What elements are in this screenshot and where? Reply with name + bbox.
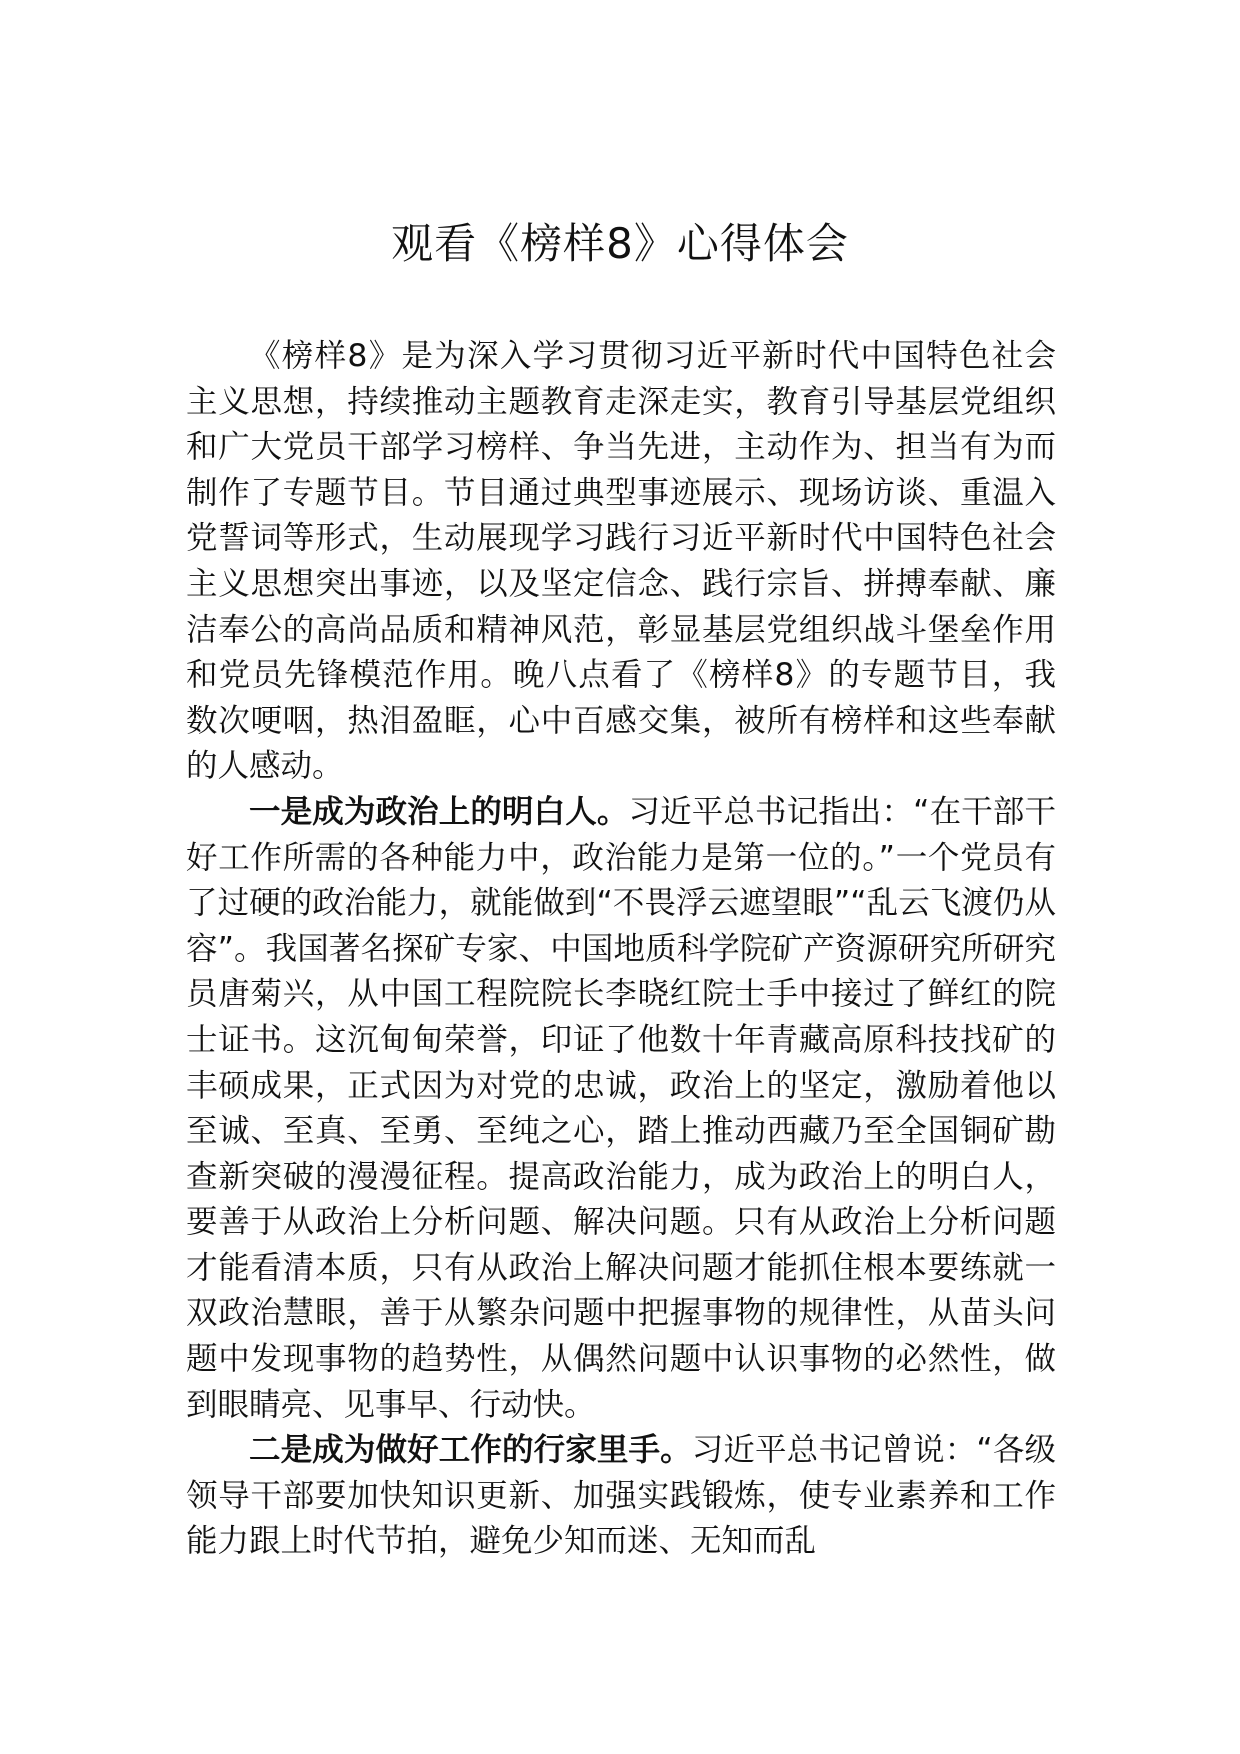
- paragraph-text: 习近平总书记指出：“在干部干好工作所需的各种能力中，政治能力是第一位的。”一个党员有了过硬的政治能力，就能做到“不畏浮云遮望眼”“乱云飞渡仍从容”。我国著名探矿专家、中国地质科学院矿产资源研究所研究员唐菊兴，从中国工程院院长李晓红院士手中接过了鲜红的院士证书。这沉甸甸荣誉，印证了他数十年青藏高原科技找矿的丰硕成果，正式因为对党的忠诚，政治上的坚定，激励着他以至诚、至真、至勇、至纯之心，踏上推动西藏乃至全国铜矿勘查新突破的漫漫征程。提高政治能力，成为政治上的明白人，要善于从政治上分析问题、解决问题。只有从政治上分析问题才能看清本质，只有从政治上解决问题才能抓住根本要练就一双政治慧眼，善于从繁杂问题中把握事物的规律性，从苗头问题中发现事物的趋势性，从偶然问题中认识事物的必然性，做到眼睛亮、见事早、行动快。: [186, 793, 1056, 1423]
- document-body: [186, 334, 1056, 1565]
- paragraph-lead: 二是成为做好工作的行家里手。: [249, 1432, 692, 1469]
- paragraph-expert: [186, 1428, 1056, 1565]
- paragraph-text: 习近平总书记曾说：“各级领导干部要加快知识更新、加强实践锻炼，使专业素养和工作能力跟上时代节拍，避免少知而迷、无知而乱: [186, 1432, 1056, 1560]
- paragraph-political: [186, 790, 1056, 1428]
- paragraph-text: 《榜样8》是为深入学习贯彻习近平新时代中国特色社会主义思想，持续推动主题教育走深走实，教育引导基层党组织和广大党员干部学习榜样、争当先进，主动作为、担当有为而制作了专题节目。节目通过典型事迹展示、现场访谈、重温入党誓词等形式，生动展现学习践行习近平新时代中国特色社会主义思想突出事迹，以及坚定信念、践行宗旨、拼搏奉献、廉洁奉公的高尚品质和精神风范，彰显基层党组织战斗堡垒作用和党员先锋模范作用。晚八点看了《榜样8》的专题节目，我数次哽咽，热泪盈眶，心中百感交集，被所有榜样和这些奉献的人感动。: [186, 338, 1056, 785]
- paragraph-lead: 一是成为政治上的明白人。: [249, 793, 629, 830]
- paragraph-intro: [186, 334, 1056, 790]
- document-title: 观看《榜样8》心得体会: [391, 219, 849, 268]
